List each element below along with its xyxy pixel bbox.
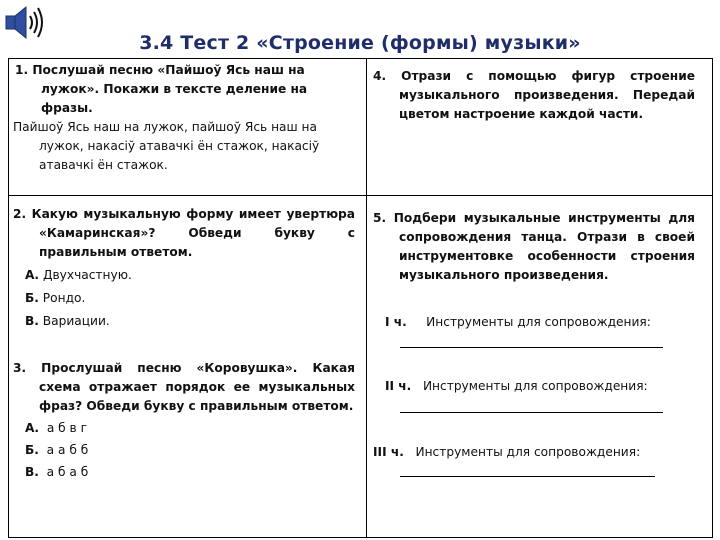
part-3-answer-line[interactable] xyxy=(400,476,655,477)
question-5 xyxy=(373,209,695,285)
option-text: Рондо. xyxy=(42,291,86,305)
option-c[interactable] xyxy=(13,310,355,333)
option-text: Двухчастную. xyxy=(42,268,132,282)
part-1-text: Инструменты для сопровождения: xyxy=(426,315,651,329)
page-title: 3.4 Тест 2 «Строение (формы) музыки» xyxy=(139,32,581,54)
question-1-label: 1. Послушай песню «Пайшоў Ясь наш на лужок». Покажи в тексте деление на фразы. xyxy=(15,63,308,115)
question-5-label: 5. Подбери музыкальные инструменты для сопровождения танца. Отрази в своей инструментовке особенности строения музыкального произведения. xyxy=(373,211,695,282)
question-1 xyxy=(13,61,355,175)
part-1-answer-line[interactable] xyxy=(400,347,663,348)
option-letter: В. xyxy=(25,314,39,328)
option-text: а б в г xyxy=(46,421,88,435)
option-text: а б а б xyxy=(46,465,89,479)
row-divider xyxy=(9,195,712,196)
option-b[interactable] xyxy=(13,439,355,461)
part-2-roman: II ч. xyxy=(385,379,412,393)
option-b[interactable] xyxy=(13,287,355,310)
part-3-text: Инструменты для сопровождения: xyxy=(415,445,641,459)
column-divider xyxy=(366,59,367,537)
question-3 xyxy=(13,359,355,483)
option-text: а а б б xyxy=(46,443,89,457)
question-4-label: 4. Отрази с помощью фигур строение музыкального произведения. Передай цветом настроение каждой части. xyxy=(373,69,695,121)
part-2 xyxy=(385,379,648,393)
question-2 xyxy=(13,205,355,333)
option-a[interactable] xyxy=(13,264,355,287)
question-2-label: 2. Какую музыкальную форму имеет увертюра «Камаринская»? Обведи букву с правильным ответом. xyxy=(13,207,355,259)
option-text: Вариации. xyxy=(42,314,110,328)
option-letter: Б. xyxy=(25,443,39,457)
part-3-roman: III ч. xyxy=(373,445,404,459)
option-c[interactable] xyxy=(13,461,355,483)
question-3-label: 3. Прослушай песню «Коровушка». Какая схема отражает порядок ее музыкальных фраз? Обведи букву с правильным ответом. xyxy=(13,361,355,413)
question-1-lyrics: Пайшоў Ясь наш на лужок, пайшоў Ясь наш на лужок, накасіў атавачкі ён стажок, накасіў атавачкі ён стажок. xyxy=(13,120,320,172)
test-table xyxy=(8,58,713,538)
option-letter: В. xyxy=(25,465,39,479)
part-2-text: Инструменты для сопровождения: xyxy=(422,379,648,393)
option-letter: А. xyxy=(25,421,40,435)
option-letter: Б. xyxy=(25,291,39,305)
option-a[interactable] xyxy=(13,417,355,439)
part-3 xyxy=(373,445,640,459)
part-2-answer-line[interactable] xyxy=(400,412,663,413)
question-4 xyxy=(373,67,695,124)
part-1-roman: I ч. xyxy=(385,315,407,329)
option-letter: А. xyxy=(25,268,40,282)
part-1 xyxy=(385,315,651,329)
